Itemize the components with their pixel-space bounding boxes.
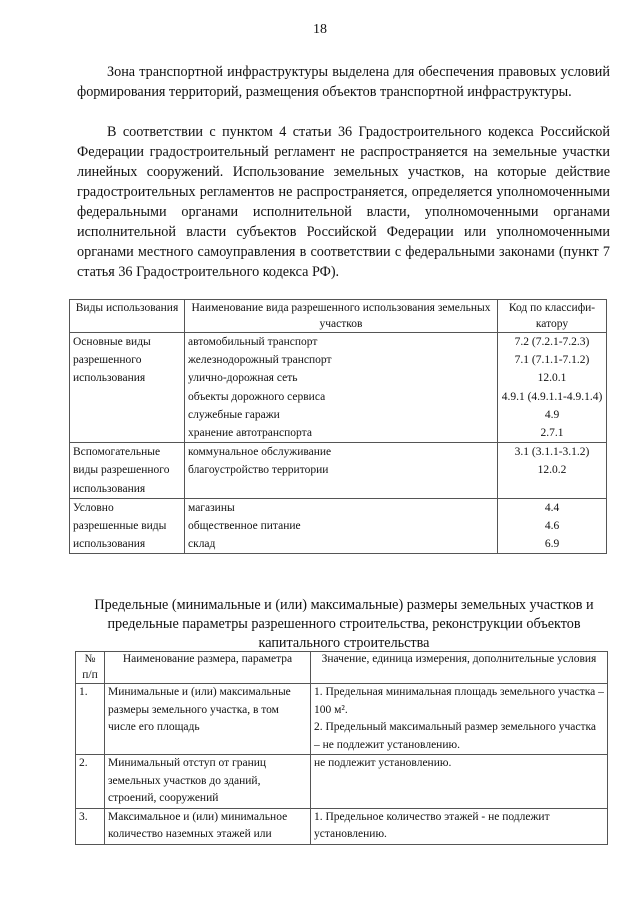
paragraph-transport-zone: Зона транспортной инфраструктуры выделена для обеспечения правовых условий формирования территорий, размещения объектов транспортной инфраструктуры.	[77, 64, 610, 100]
list-item: 7.1 (7.1.1-7.1.2)	[514, 354, 590, 367]
list-item: улично-дорожная сеть	[188, 372, 298, 385]
list-item: железнодорожный транспорт	[188, 354, 332, 367]
page-number: 18	[313, 22, 327, 37]
header-parameter: Наименование размера, параметра	[105, 652, 311, 684]
list-item: общественное питание	[188, 520, 301, 533]
row-number: 3.	[76, 808, 105, 844]
table-row	[76, 755, 608, 809]
paragraph-legal-basis: В соответствии с пунктом 4 статьи 36 Градостроительного кодекса Российской Федерации градостроительный регламент не распространяется на земельные участки линейных сооружений. Использование земельных участков, на которые действие градостроительных регламентов не распространяется, определяется уполномоченными федеральными органами исполнительной власти, уполномоченными органами исполнительной власти субъектов Российской Федерации или уполномоченными органами местного самоуправления в соответствии с федеральными законами (пункт 7 статья 36 Градостроительного кодекса РФ).	[77, 124, 610, 280]
list-item: 4.4	[544, 501, 560, 514]
table-row-main-uses	[70, 333, 607, 443]
list-item: 12.0.1	[537, 372, 567, 385]
row-parameter: Максимальное и (или) минимальное количество наземных этажей или	[105, 808, 311, 844]
row-number: 1.	[76, 684, 105, 755]
group-label-conditional: Условно разрешенные виды использования	[70, 498, 185, 554]
value-line: не подлежит установлению.	[314, 757, 452, 769]
header-code: Код по классифи-катору	[498, 300, 607, 333]
permitted-use-table	[69, 299, 607, 554]
value-line: 1. Предельная минимальная площадь земельного участка – 100 м².	[314, 686, 604, 716]
list-item: благоустройство территории	[188, 464, 329, 477]
parameters-table	[75, 651, 608, 845]
use-names-main	[185, 333, 498, 443]
list-item: служебные гаражи	[188, 408, 280, 421]
list-item: 6.9	[544, 538, 560, 551]
list-item: 4.9	[544, 408, 560, 421]
list-item: коммунальное обслуживание	[188, 446, 332, 459]
use-codes-conditional	[498, 498, 607, 554]
use-codes-auxiliary	[498, 443, 607, 499]
header-use-name: Наименование вида разрешенного использования земельных участков	[185, 300, 498, 333]
list-item: 7.2 (7.2.1-7.2.3)	[514, 336, 590, 348]
row-value	[311, 684, 608, 755]
list-item: 4.6	[544, 520, 560, 533]
table-row	[76, 808, 608, 844]
use-names-auxiliary	[185, 443, 498, 499]
section-heading: Предельные (минимальные и (или) максимальные) размеры земельных участков и предельные параметры разрешенного строительства, реконструкции объектов капитального строительства	[94, 597, 594, 651]
row-number: 2.	[76, 755, 105, 809]
list-item: объекты дорожного сервиса	[188, 390, 326, 403]
header-number: № п/п	[76, 652, 105, 684]
header-use-types: Виды использования	[70, 300, 185, 333]
use-codes-main	[498, 333, 607, 443]
header-value: Значение, единица измерения, дополнительные условия	[311, 652, 608, 684]
group-label-auxiliary: Вспомогательные виды разрешенного использования	[70, 443, 185, 499]
row-value	[311, 755, 608, 809]
list-item: магазины	[188, 501, 235, 514]
list-item: 4.9.1 (4.9.1.1-4.9.1.4)	[501, 390, 603, 403]
row-parameter: Минимальный отступ от границ земельных участков до зданий, строений, сооружений	[105, 755, 311, 809]
table-header-row	[70, 300, 607, 333]
list-item: хранение автотранспорта	[188, 427, 312, 440]
table-row-auxiliary-uses	[70, 443, 607, 499]
table-header-row	[76, 652, 608, 684]
group-label-main: Основные виды разрешенного использования	[70, 333, 185, 443]
use-names-conditional	[185, 498, 498, 554]
value-line: 2. Предельный максимальный размер земельного участка – не подлежит установлению.	[314, 721, 597, 751]
list-item: склад	[188, 538, 216, 551]
list-item: 12.0.2	[537, 464, 567, 477]
list-item: 3.1 (3.1.1-3.1.2)	[514, 446, 590, 459]
list-item: 2.7.1	[540, 427, 564, 440]
table-row	[76, 684, 608, 755]
row-value	[311, 808, 608, 844]
table-row-conditional-uses	[70, 498, 607, 554]
list-item: автомобильный транспорт	[188, 336, 318, 348]
row-parameter: Минимальные и (или) максимальные размеры земельного участка, в том числе его площадь	[105, 684, 311, 755]
value-line: 1. Предельное количество этажей - не подлежит установлению.	[314, 810, 550, 840]
